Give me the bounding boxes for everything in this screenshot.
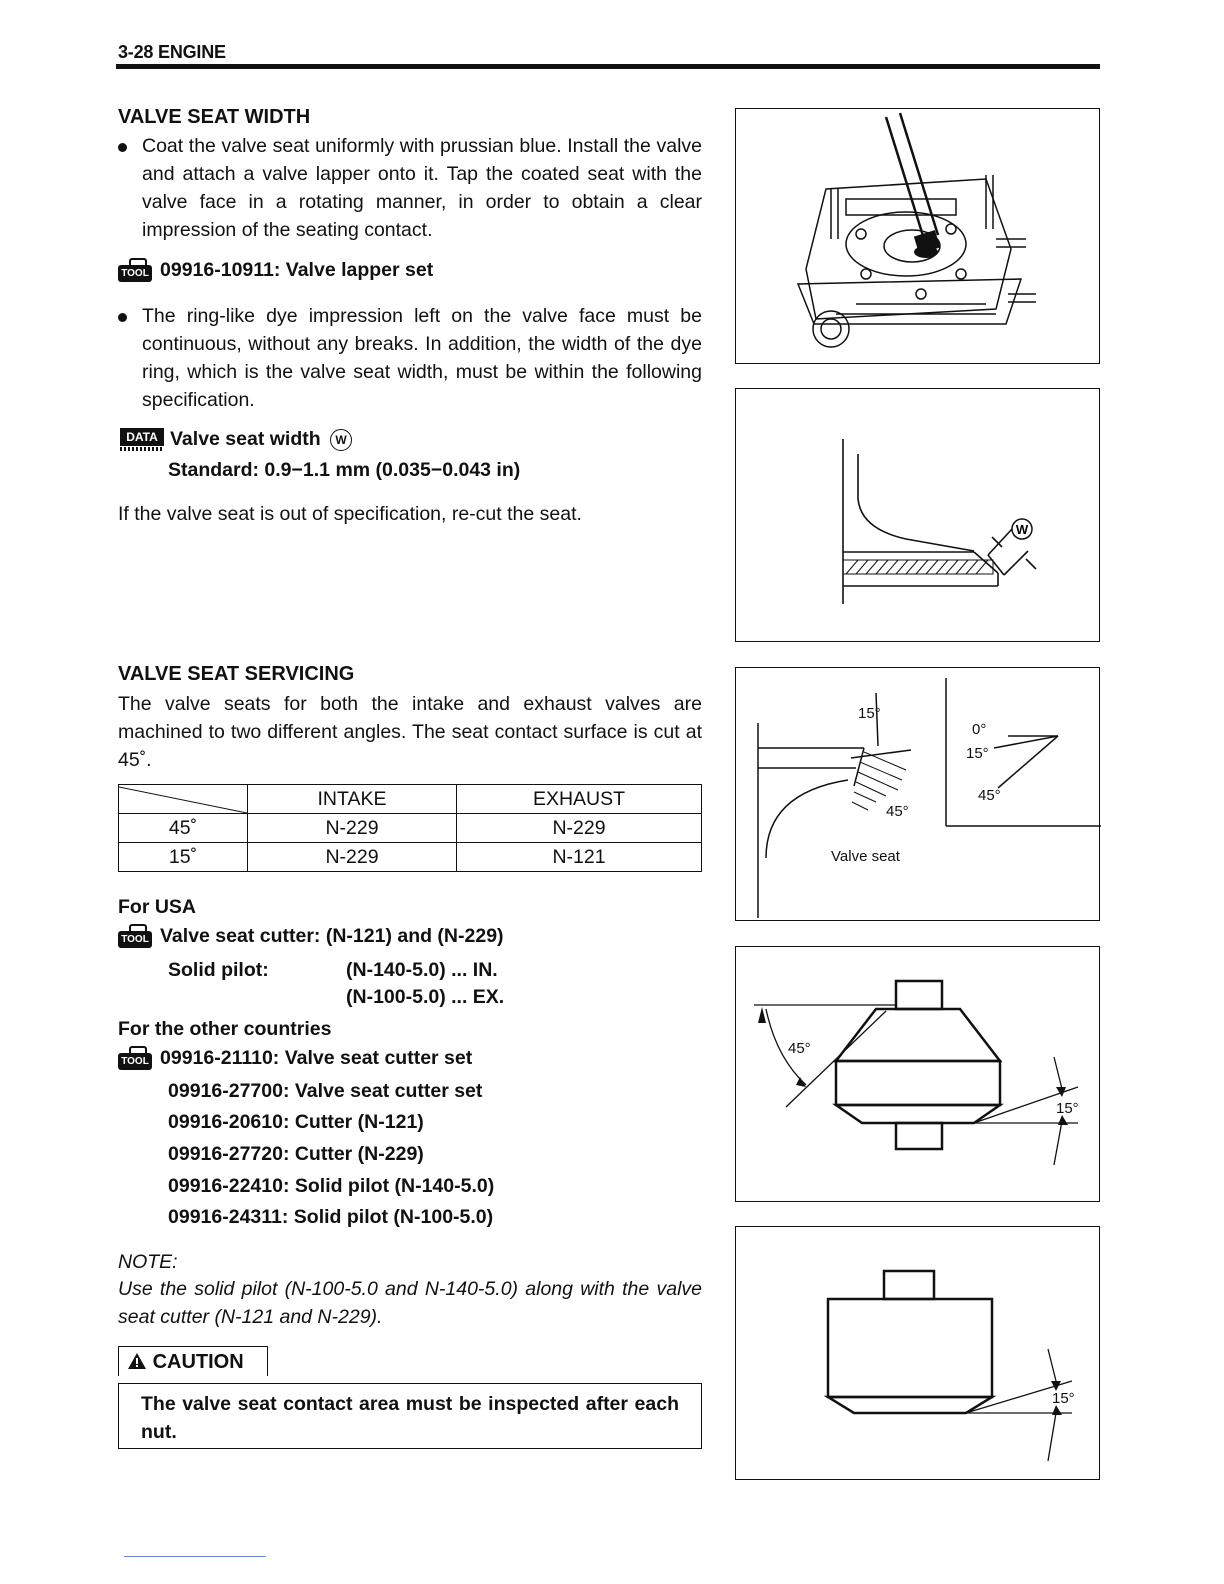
- inset-0-label: 0°: [972, 721, 987, 738]
- tool-text: 09916-27720: Cutter (N-229): [168, 1143, 424, 1165]
- other-tool-line: [118, 1046, 472, 1072]
- figure-cutter-15: [735, 1226, 1100, 1480]
- inset-45-label: 45°: [978, 787, 1001, 804]
- figure-cylinder-head-lapper: [735, 108, 1100, 364]
- bullet-dot: [118, 313, 127, 322]
- tool-text: 09916-24311: Solid pilot (N-100-5.0): [168, 1206, 494, 1228]
- table-corner-cell: [119, 785, 248, 814]
- bullet-text: The ring-like dye impression left on the valve face must be continuous, without any breaks. In addition, the width of the dye ring, which is the valve seat width, must be within the following specification.: [142, 305, 702, 411]
- page-header: 3-28 ENGINE: [118, 42, 226, 62]
- spec-value: Standard: 0.9−1.1 mm (0.035−0.043 in): [168, 459, 521, 481]
- tool-line-lapper: [118, 258, 433, 284]
- tool-text: 09916-21110: Valve seat cutter set: [160, 1047, 473, 1070]
- bullet-text: Coat the valve seat uniformly with prussian blue. Install the valve and attach a valve lapper onto it. Tap the coated seat with the valve face in a rotating manner, in order to obtain a clear impression of the seating contact.: [142, 135, 702, 241]
- caution-tab: [118, 1346, 268, 1376]
- table-cell: N-121: [457, 843, 702, 872]
- table-row: [119, 814, 702, 843]
- corner-diagonal: [119, 785, 247, 815]
- table-cell: N-229: [248, 814, 457, 843]
- table-row: [119, 843, 702, 872]
- usa-heading: For USA: [118, 896, 196, 918]
- w-symbol: W: [330, 429, 352, 451]
- figure-valve-seat-width: [735, 388, 1100, 642]
- cutter-table: [118, 784, 702, 872]
- tool-text: 09916-20610: Cutter (N-121): [168, 1111, 424, 1133]
- angle-15-label: 15°: [858, 705, 881, 722]
- servicing-intro: The valve seats for both the intake and exhaust valves are machined to two different angles. The seat contact surface is cut at 45˚.: [118, 693, 702, 771]
- table-cell: N-229: [248, 843, 457, 872]
- outcome-text: If the valve seat is out of specification, re-cut the seat.: [118, 503, 582, 525]
- table-cell: 15˚: [119, 843, 248, 872]
- w-symbol: W: [1015, 522, 1029, 537]
- spec-line-title: [120, 428, 352, 452]
- angle-15-label: 15°: [1056, 1100, 1079, 1117]
- note-label: NOTE:: [118, 1251, 178, 1273]
- other-heading: For the other countries: [118, 1018, 332, 1040]
- tool-text: 09916-27700: Valve seat cutter set: [168, 1080, 483, 1102]
- footer-line: [124, 1556, 266, 1557]
- tool-text: 09916-10911: Valve lapper set: [160, 259, 434, 282]
- usa-pilot-label: Solid pilot:: [168, 959, 269, 981]
- note-text: Use the solid pilot (N-100-5.0 and N-140-5.0) along with the valve seat cutter (N-121 and N-229).: [118, 1278, 702, 1328]
- table-header-cell: EXHAUST: [457, 785, 702, 814]
- tool-text: 09916-22410: Solid pilot (N-140-5.0): [168, 1175, 495, 1197]
- cylinder-head-drawing: [736, 109, 1101, 365]
- angle-45-label: 45°: [788, 1040, 811, 1057]
- cutter-15-drawing: [736, 1227, 1101, 1481]
- bullet-dot: [118, 143, 127, 152]
- cutter-45-drawing: [736, 947, 1101, 1203]
- usa-pilot-ex: (N-100-5.0) ... EX.: [346, 986, 505, 1008]
- caution-label: CAUTION: [152, 1351, 244, 1373]
- data-icon: DATA: [120, 428, 166, 452]
- table-header-cell: INTAKE: [248, 785, 457, 814]
- inset-15-label: 15°: [966, 745, 989, 762]
- figure-cutter-45: [735, 946, 1100, 1202]
- usa-cutter-line: [118, 924, 504, 950]
- seat-width-drawing: [736, 389, 1101, 643]
- section-heading-valve-seat-width: VALVE SEAT WIDTH: [118, 106, 311, 128]
- figure-valve-seat-angles: [735, 667, 1100, 921]
- valve-seat-label: Valve seat: [831, 848, 900, 865]
- warning-icon: [127, 1352, 147, 1370]
- seat-angles-drawing: [736, 668, 1101, 922]
- usa-cutter-text: Valve seat cutter: (N-121) and (N-229): [160, 925, 504, 948]
- table-header-row: [119, 785, 702, 814]
- spec-title: Valve seat width: [170, 428, 321, 451]
- tool-icon: TOOL: [118, 1046, 154, 1072]
- bullet-coat-seat: [118, 132, 702, 244]
- table-cell: N-229: [457, 814, 702, 843]
- bullet-dye-ring: [118, 302, 702, 414]
- usa-pilot-in: (N-140-5.0) ... IN.: [346, 959, 498, 981]
- angle-15-label: 15°: [1052, 1390, 1075, 1407]
- tool-icon: TOOL: [118, 258, 154, 284]
- angle-45-label: 45°: [886, 803, 909, 820]
- header-rule: [116, 64, 1100, 69]
- section-heading-valve-seat-servicing: VALVE SEAT SERVICING: [118, 663, 355, 685]
- caution-box: The valve seat contact area must be inspected after each nut.: [118, 1383, 702, 1449]
- tool-icon: TOOL: [118, 924, 154, 950]
- table-cell: 45˚: [119, 814, 248, 843]
